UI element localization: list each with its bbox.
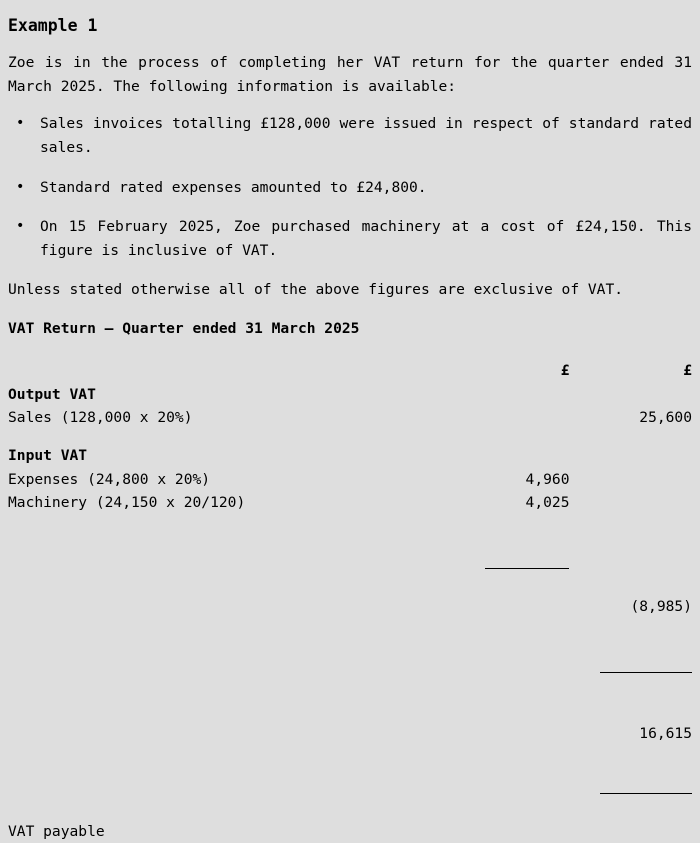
underline-rule xyxy=(600,793,692,794)
empty-cell xyxy=(447,430,570,444)
sales-label: Sales (128,000 x 20%) xyxy=(8,409,193,427)
machinery-value: 4,025 xyxy=(525,494,570,512)
empty-cell xyxy=(8,521,447,619)
table-row xyxy=(8,444,692,468)
underline-rule xyxy=(485,568,569,569)
table-row xyxy=(8,521,692,619)
empty-cell xyxy=(8,359,447,383)
table-row xyxy=(8,468,692,492)
net-total-value: 16,615 xyxy=(639,725,692,743)
empty-cell xyxy=(447,625,570,723)
list-item-text: On 15 February 2025, Zoe purchased machinery at a cost of £24,150. This figure is inclusive of VAT. xyxy=(40,218,692,259)
empty-cell xyxy=(447,406,570,430)
empty-cell xyxy=(447,722,570,746)
table-row xyxy=(8,625,692,723)
list-item-text: Sales invoices totalling £128,000 were issued in respect of standard rated sales. xyxy=(40,115,692,156)
vat-payable-label: VAT payable xyxy=(8,822,105,840)
expenses-label: Expenses (24,800 x 20%) xyxy=(8,470,211,488)
table-row xyxy=(8,359,692,383)
net-total-rule xyxy=(569,625,692,723)
input-total-value: (8,985) xyxy=(630,597,692,615)
vat-return-table xyxy=(8,359,692,843)
note-paragraph: Unless stated otherwise all of the above figures are exclusive of VAT. xyxy=(8,281,624,299)
vat-return-heading: VAT Return – Quarter ended 31 March 2025 xyxy=(8,320,360,338)
list-item xyxy=(8,215,692,262)
input-vat-label: Input VAT xyxy=(8,447,88,465)
list-item-text: Standard rated expenses amounted to £24,800. xyxy=(40,178,427,196)
empty-cell xyxy=(8,430,447,444)
list-item xyxy=(8,176,692,200)
sales-value: 25,600 xyxy=(639,409,692,427)
currency-header-1: £ xyxy=(560,362,570,380)
underline-rule xyxy=(600,672,692,673)
empty-cell xyxy=(569,430,692,444)
input-subtotal-rule xyxy=(447,521,570,619)
information-list xyxy=(8,112,692,262)
empty-cell xyxy=(569,444,692,468)
table-row xyxy=(8,406,692,430)
table-row xyxy=(8,746,692,843)
page-title: Example 1 xyxy=(8,16,98,35)
empty-cell xyxy=(569,468,692,492)
intro-paragraph: Zoe is in the process of completing her VAT return for the quarter ended 31 March 2025. The following information is available: xyxy=(8,54,692,95)
currency-header-2: £ xyxy=(683,362,692,380)
empty-cell xyxy=(569,383,692,407)
empty-cell xyxy=(447,746,570,843)
bullet-icon: • xyxy=(16,178,25,195)
empty-cell xyxy=(447,383,570,407)
empty-cell xyxy=(569,491,692,515)
empty-cell xyxy=(8,625,447,723)
net-total-rule-bottom xyxy=(569,746,692,843)
spacer-row xyxy=(8,430,692,444)
bullet-icon: • xyxy=(16,115,25,132)
output-vat-label: Output VAT xyxy=(8,385,96,403)
list-item xyxy=(8,112,692,159)
table-row xyxy=(8,383,692,407)
expenses-value: 4,960 xyxy=(525,470,570,488)
empty-cell xyxy=(447,444,570,468)
table-row xyxy=(8,722,692,746)
machinery-label: Machinery (24,150 x 20/120) xyxy=(8,494,246,512)
empty-cell xyxy=(8,722,447,746)
bullet-icon: • xyxy=(16,218,25,235)
table-row xyxy=(8,491,692,515)
